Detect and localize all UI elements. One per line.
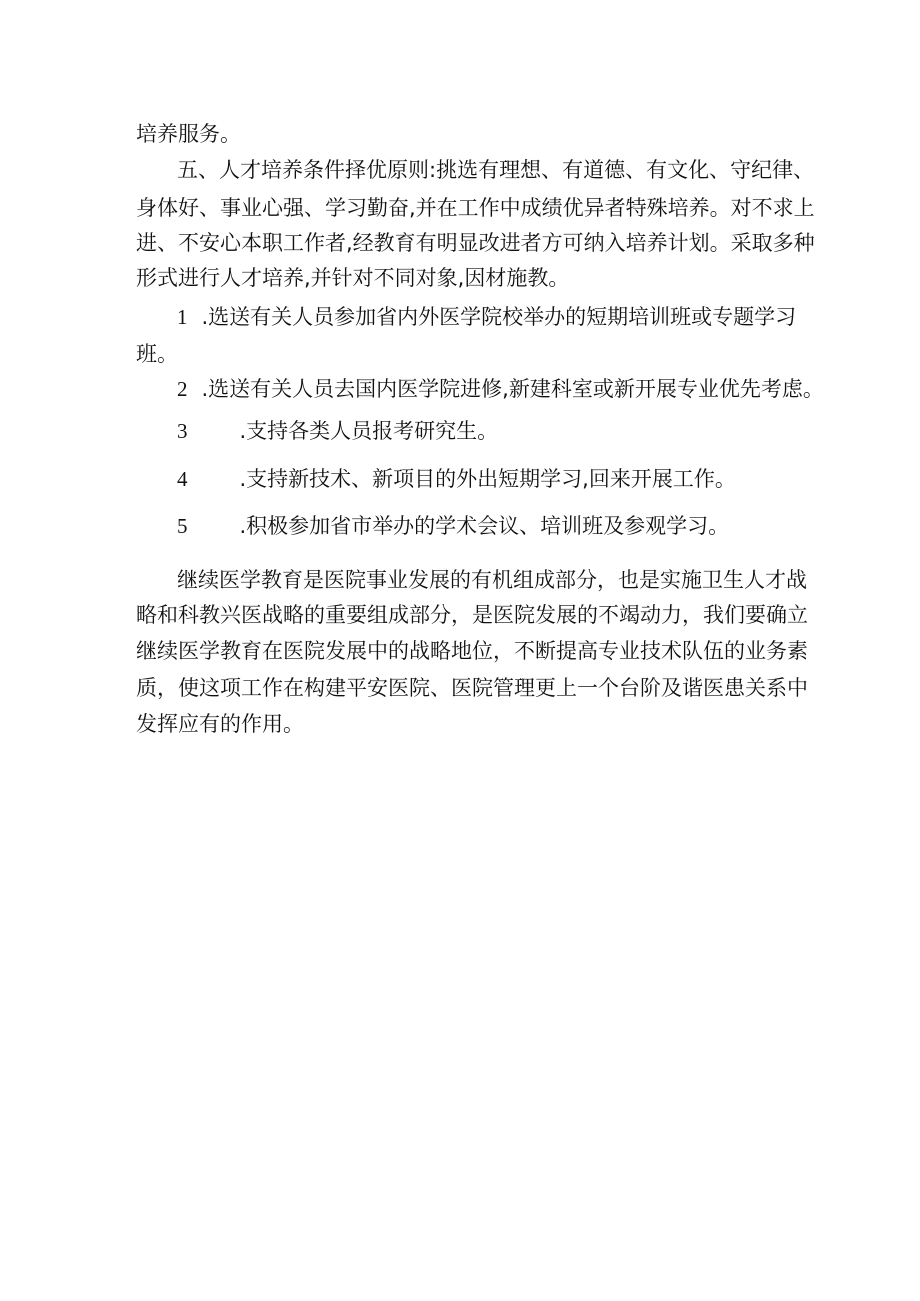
list-item-1 [177, 302, 796, 332]
closing-line-2: 略和科教兴医战略的重要组成部分，是医院发展的不竭动力，我们要确立 [136, 603, 808, 627]
list-number: 4 [177, 467, 188, 491]
list-item-3 [177, 416, 498, 446]
list-number: 2 [177, 377, 188, 401]
list-number: 3 [177, 419, 188, 443]
paragraph-tail: 培养服务。 [136, 122, 241, 146]
list-number: 1 [177, 305, 188, 329]
closing-line-4: 质，使这项工作在构建平安医院、医院管理更上一个台阶及谐医患关系中 [136, 676, 808, 700]
list-text: .积极参加省市举办的学术会议、培训班及参观学习。 [239, 514, 730, 538]
section-five-line-4: 形式进行人才培养,并针对不同对象,因材施教。 [136, 266, 570, 290]
list-number: 5 [177, 514, 188, 538]
list-item-5 [177, 511, 729, 541]
closing-line-5: 发挥应有的作用。 [136, 712, 304, 736]
list-item-2 [177, 374, 824, 404]
list-text: .选送有关人员去国内医学院进修,新建科室或新开展专业优先考虑。 [201, 377, 824, 401]
list-text: .选送有关人员参加省内外医学院校举办的短期培训班或专题学习 [201, 305, 797, 329]
list-item-1-continuation: 班。 [136, 342, 178, 366]
section-five-line-1: 五、人才培养条件择优原则:挑选有理想、有道德、有文化、守纪律、 [177, 158, 815, 182]
closing-line-3: 继续医学教育在医院发展中的战略地位，不断提高专业技术队伍的业务素 [136, 639, 808, 663]
section-five-line-2: 身体好、事业心强、学习勤奋,并在工作中成绩优异者特殊培养。对不求上 [136, 196, 815, 220]
list-text: .支持各类人员报考研究生。 [239, 419, 499, 443]
section-five-line-3: 进、不安心本职工作者,经教育有明显改进者方可纳入培养计划。采取多种 [136, 231, 815, 255]
list-item-4 [177, 464, 736, 494]
list-text: .支持新技术、新项目的外出短期学习,回来开展工作。 [239, 467, 736, 491]
closing-line-1: 继续医学教育是医院事业发展的有机组成部分，也是实施卫生人才战 [177, 568, 807, 592]
